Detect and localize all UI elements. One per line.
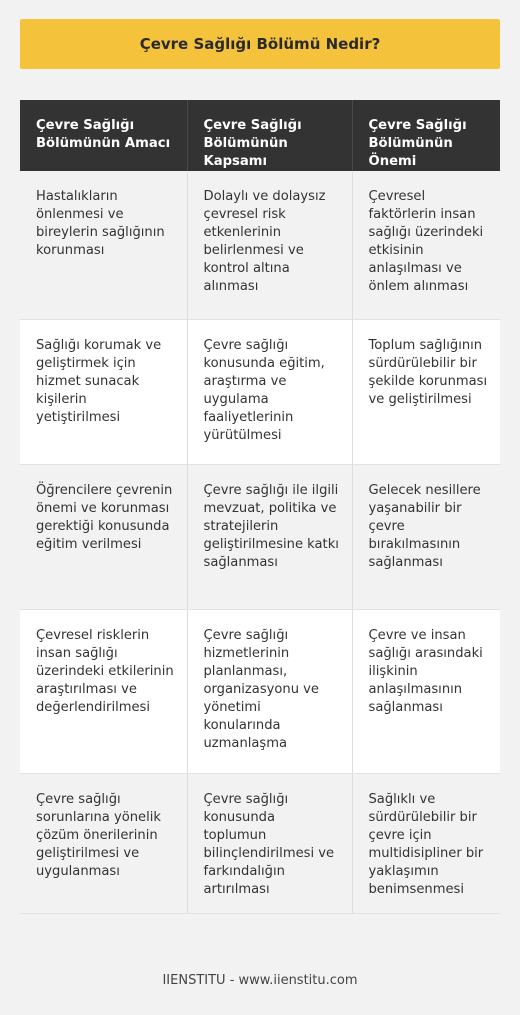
table-cell: Çevre sağlığı sorunlarına yönelik çözüm önerilerinin geliştirilmesi ve uygulanması [20,773,187,913]
table-cell: Çevre sağlığı konusunda eğitim, araştırma ve uygulama faaliyetlerinin yürütülmesi [187,319,352,464]
header-scope: Çevre Sağlığı Bölümünün Kapsamı [187,100,352,171]
table-cell: Çevresel faktörlerin insan sağlığı üzerindeki etkisinin anlaşılması ve önlem alınması [352,171,500,319]
table-cell: Gelecek nesillere yaşanabilir bir çevre bırakılmasının sağlanması [352,464,500,609]
table-cell: Çevre sağlığı ile ilgili mevzuat, politika ve stratejilerin geliştirilmesine katkı sağlanması [187,464,352,609]
page-title: Çevre Sağlığı Bölümü Nedir? [20,19,500,69]
table-cell: Dolaylı ve dolaysız çevresel risk etkenlerinin belirlenmesi ve kontrol altına alınması [187,171,352,319]
footer-credit: IIENSTITU - www.iienstitu.com [162,973,358,988]
header-purpose: Çevre Sağlığı Bölümünün Amacı [20,100,187,171]
table-cell: Hastalıkların önlenmesi ve bireylerin sağlığının korunması [20,171,187,319]
table-row [20,609,500,773]
table-cell: Sağlığı korumak ve geliştirmek için hizmet sunacak kişilerin yetiştirilmesi [20,319,187,464]
table-cell: Sağlıklı ve sürdürülebilir bir çevre için multidisipliner bir yaklaşımın benimsenmesi [352,773,500,913]
table-header-row [20,100,500,171]
table-cell: Çevre sağlığı hizmetlerinin planlanması, organizasyonu ve yönetimi konularında uzmanlaşma [187,609,352,773]
table-row [20,464,500,609]
table-cell: Çevre sağlığı konusunda toplumun bilinçlendirilmesi ve farkındalığın artırılması [187,773,352,913]
table-cell: Öğrencilere çevrenin önemi ve korunması gerektiği konusunda eğitim verilmesi [20,464,187,609]
table-cell: Çevre ve insan sağlığı arasındaki ilişkinin anlaşılmasının sağlanması [352,609,500,773]
info-table [20,100,500,914]
header-importance: Çevre Sağlığı Bölümünün Önemi [352,100,500,171]
table-row [20,171,500,319]
table-row [20,773,500,913]
table-row [20,319,500,464]
table-cell: Toplum sağlığının sürdürülebilir bir şekilde korunması ve geliştirilmesi [352,319,500,464]
table-cell: Çevresel risklerin insan sağlığı üzerindeki etkilerinin araştırılması ve değerlendirilmesi [20,609,187,773]
